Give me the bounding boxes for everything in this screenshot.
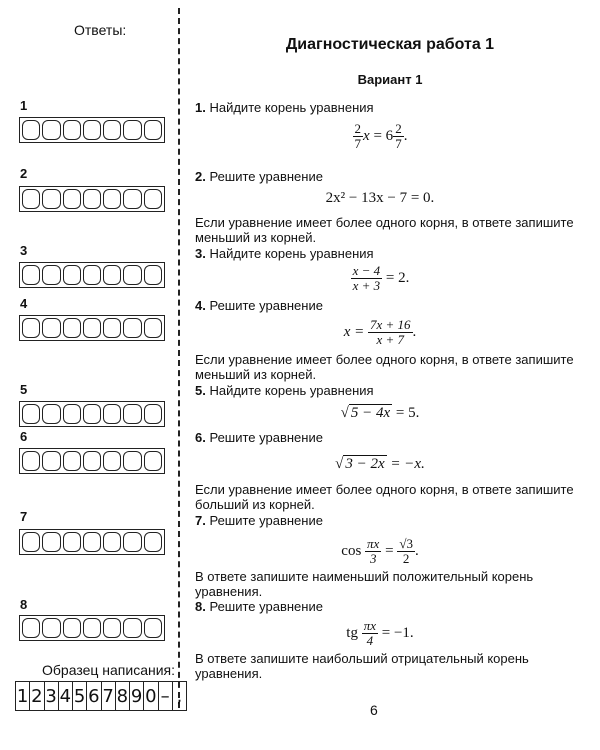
sample-char: ,: [176, 685, 183, 707]
sample-char: 0: [144, 682, 158, 710]
answers-title: Ответы:: [74, 22, 127, 38]
answer-number-1: 1: [20, 98, 28, 113]
task-8-note: В ответе запишите наибольший отрицательный корень уравнения.: [195, 651, 529, 681]
cut-line-divider: [178, 8, 180, 708]
equation-5: √ 5 − 4x = 5.: [340, 405, 420, 421]
answer-number-2: 2: [20, 166, 28, 181]
task-4: 4. Решите уравнение: [195, 298, 323, 313]
answer-box-3[interactable]: [19, 262, 165, 288]
equation-3: $\frac{x - 4}{x + 3}$ = 2.: [352, 263, 410, 293]
sample-char: 6: [87, 682, 101, 710]
task-1: 1. Найдите корень уравнения: [195, 100, 374, 115]
sample-char: 2: [30, 682, 44, 710]
sample-char: 5: [73, 682, 87, 710]
answer-box-1[interactable]: [19, 117, 165, 143]
equation-4: x = $\frac{7x + 16}{x + 7}$ .: [343, 317, 417, 347]
equation-8: tg $\frac{\pi x}{4}$ = −1.: [346, 618, 414, 648]
equation-2: 2x² − 13x − 7 = 0.: [325, 190, 435, 206]
answer-box-2[interactable]: [19, 186, 165, 212]
sample-char: 8: [116, 682, 130, 710]
page-number: 6: [370, 702, 378, 718]
variant-heading: Вариант 1: [357, 72, 423, 87]
answer-number-3: 3: [20, 243, 28, 258]
answer-box-6[interactable]: [19, 448, 165, 474]
task-4-note: Если уравнение имеет более одного корня, в ответе запишите меньший из корней.: [195, 352, 574, 382]
page-title: Диагностическая работа 1: [285, 36, 495, 53]
answer-number-6: 6: [20, 429, 28, 444]
task-5: 5. Найдите корень уравнения: [195, 383, 374, 398]
equation-7: cos $\frac{\pi x}{3}$ = $\frac{√3}{2}$ .: [341, 536, 419, 566]
answer-box-5[interactable]: [19, 401, 165, 427]
sample-char: –: [159, 682, 173, 710]
sample-writing-box: [15, 681, 187, 711]
task-7: 7. Решите уравнение: [195, 513, 323, 528]
sample-label: Образец написания:: [42, 662, 176, 678]
equation-6: √ 3 − 2x = −x.: [335, 456, 425, 472]
task-2: 2. Решите уравнение: [195, 169, 323, 184]
answer-number-5: 5: [20, 382, 28, 397]
sample-char: 7: [102, 682, 116, 710]
answer-box-4[interactable]: [19, 315, 165, 341]
task-8: 8. Решите уравнение: [195, 599, 323, 614]
task-7-note: В ответе запишите наименьший положительный корень уравнения.: [195, 569, 534, 599]
sample-char: 9: [130, 682, 144, 710]
task-2-note: Если уравнение имеет более одного корня, в ответе запишите меньший из корней.: [195, 215, 574, 245]
task-6: 6. Решите уравнение: [195, 430, 323, 445]
sample-char: 1: [16, 682, 30, 710]
sample-char: 3: [45, 682, 59, 710]
task-3: 3. Найдите корень уравнения: [195, 246, 374, 261]
answer-number-7: 7: [20, 509, 28, 524]
answer-number-8: 8: [20, 597, 28, 612]
answer-number-4: 4: [20, 296, 28, 311]
equation-1: $\frac{2}{7}$ x = 6 $\frac{2}{7}$ .: [354, 121, 408, 151]
sample-char: 4: [59, 682, 73, 710]
task-6-note: Если уравнение имеет более одного корня, в ответе запишите больший из корней.: [195, 482, 574, 512]
answer-box-7[interactable]: [19, 529, 165, 555]
answer-box-8[interactable]: [19, 615, 165, 641]
